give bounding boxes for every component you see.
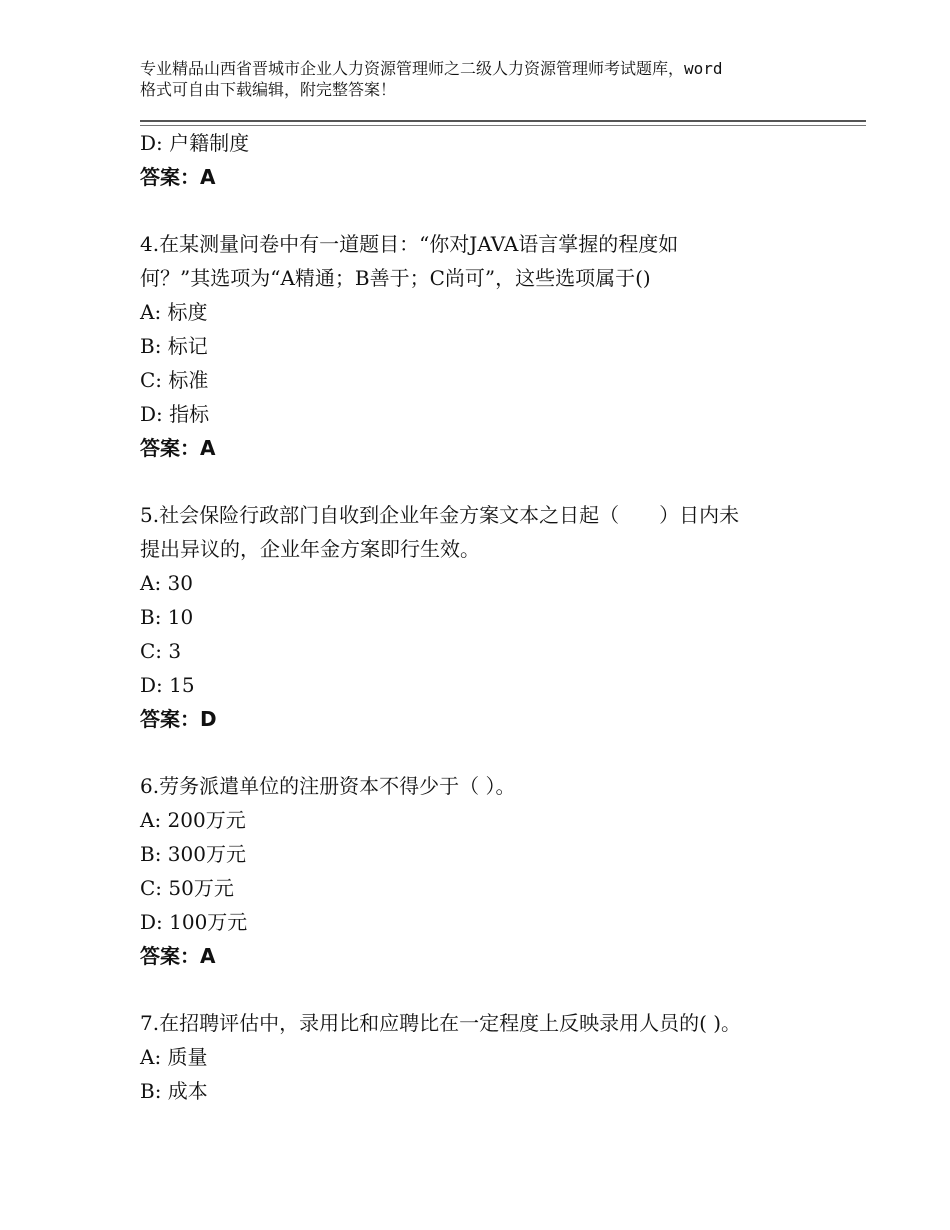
q3-option-d: D: 户籍制度	[140, 131, 250, 155]
q6-option-a: A: 200万元	[140, 808, 246, 832]
q4-option-d: D: 指标	[140, 402, 210, 426]
q6-option-b: B: 300万元	[140, 842, 246, 866]
q5-stem-line-2: 提出异议的，企业年金方案即行生效。	[140, 537, 480, 561]
q6-stem-line-1: 6.劳务派遣单位的注册资本不得少于（ ）。	[140, 774, 516, 798]
q7-stem-line-1: 7.在招聘评估中，录用比和应聘比在一定程度上反映录用人员的( )。	[140, 1011, 742, 1035]
spacer	[140, 194, 840, 227]
q6-answer: 答案：A	[140, 944, 216, 968]
spacer	[140, 465, 840, 498]
q5-answer: 答案：D	[140, 707, 217, 731]
q4-option-b: B: 标记	[140, 334, 208, 358]
q5-stem-line-1: 5.社会保险行政部门自收到企业年金方案文本之日起（ ）日内未	[140, 503, 740, 527]
q4-stem-line-1: 4.在某测量问卷中有一道题目：“你对JAVA语言掌握的程度如	[140, 232, 679, 256]
q5-option-c: C: 3	[140, 639, 182, 663]
q7-option-a: A: 质量	[140, 1045, 208, 1069]
q5-option-a: A: 30	[140, 571, 193, 595]
header-line-1: 专业精品山西省晋城市企业人力资源管理师之二级人力资源管理师考试题库，word	[140, 59, 723, 78]
q4-option-c: C: 标准	[140, 368, 209, 392]
q4-option-a: A: 标度	[140, 300, 208, 324]
spacer	[140, 736, 840, 769]
spacer	[140, 973, 840, 1006]
q6-option-d: D: 100万元	[140, 910, 248, 934]
header-rule-thick	[140, 120, 866, 122]
question-content	[140, 126, 840, 1108]
q7-option-b: B: 成本	[140, 1079, 208, 1103]
q5-option-d: D: 15	[140, 673, 195, 697]
q4-stem-line-2: 何？”其选项为“A精通；B善于；C尚可”，这些选项属于()	[140, 266, 651, 290]
q6-option-c: C: 50万元	[140, 876, 234, 900]
q5-option-b: B: 10	[140, 605, 194, 629]
header-line-2: 格式可自由下载编辑，附完整答案！	[140, 80, 397, 99]
document-header	[140, 58, 840, 100]
q3-answer: 答案：A	[140, 165, 216, 189]
q4-answer: 答案：A	[140, 436, 216, 460]
